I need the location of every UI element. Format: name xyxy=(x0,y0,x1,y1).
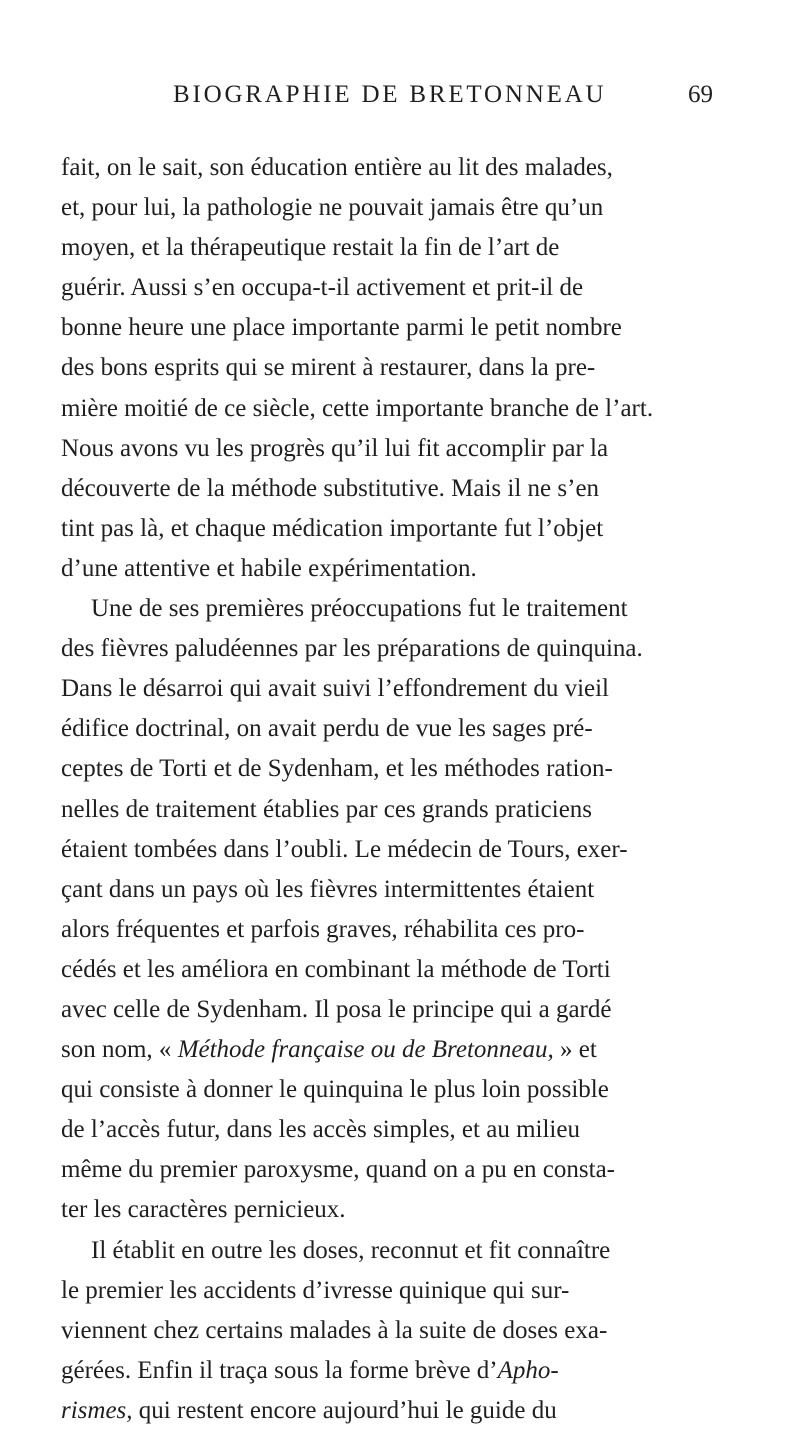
text-line: ceptes de Torti et de Sydenham, et les méthodes ration- xyxy=(61,755,613,783)
paragraph-2 xyxy=(61,589,741,1231)
text-line: avec celle de Sydenham. Il posa le principe qui a gardé xyxy=(61,995,612,1023)
text-line: et, pour lui, la pathologie ne pouvait jamais être qu’un xyxy=(61,194,604,222)
italic-aphorismes-start: Apho- xyxy=(497,1356,559,1384)
line-start: son nom, « xyxy=(61,1036,178,1064)
text-line: des bons esprits qui se mirent à restaurer, dans la pre- xyxy=(61,354,596,382)
text-line-with-italic xyxy=(61,1030,741,1070)
text-line: fait, on le sait, son éducation entière au lit des malades, xyxy=(61,154,613,181)
text-line: Dans le désarroi qui avait suivi l’effondrement du vieil xyxy=(61,675,609,703)
text-line: édifice doctrinal, on avait perdu de vue les sages pré- xyxy=(61,715,593,743)
text-line: guérir. Aussi s’en occupa-t-il activement et prit-il de xyxy=(61,274,584,302)
text-line: des fièvres paludéennes par les préparations de quinquina. xyxy=(61,635,643,663)
text-line: qui consiste à donner le quinquina le plus loin possible xyxy=(61,1076,609,1104)
text-line: mière moitié de ce siècle, cette importante branche de l’art. xyxy=(61,394,654,422)
text-line: moyen, et la thérapeutique restait la fin de l’art de xyxy=(61,234,560,262)
text-line: de l’accès futur, dans les accès simples, et au milieu xyxy=(61,1116,580,1144)
text-line: d’une attentive et habile expérimentation. xyxy=(61,554,477,582)
line-end: qui restent encore aujourd’hui le guide du xyxy=(132,1396,557,1424)
text-line: viennent chez certains malades à la suite de doses exa- xyxy=(61,1316,608,1344)
text-line: même du premier paroxysme, quand on a pu en consta- xyxy=(61,1156,615,1184)
text-line: découverte de la méthode substitutive. Mais il ne s’en xyxy=(61,474,600,502)
text-line-with-italic xyxy=(61,1391,741,1431)
text-line: ter les caractères pernicieux. xyxy=(61,1196,346,1224)
text-line: çant dans un pays où les fièvres intermittentes étaient xyxy=(61,875,595,903)
text-line: nelles de traitement établies par ces grands praticiens xyxy=(61,795,593,823)
text-line: bonne heure une place importante parmi le petit nombre xyxy=(61,314,622,342)
line-end: » et xyxy=(553,1036,597,1064)
paragraph-3 xyxy=(61,1231,741,1431)
italic-method-name: Méthode française ou de Bretonneau, xyxy=(177,1036,554,1064)
italic-aphorismes-end: rismes, xyxy=(61,1396,133,1424)
body-text xyxy=(61,148,741,1431)
text-line: alors fréquentes et parfois graves, réhabilita ces pro- xyxy=(61,915,585,943)
line-start: gérées. Enfin il traça sous la forme brève d’ xyxy=(61,1356,498,1384)
text-line: le premier les accidents d’ivresse quinique qui sur- xyxy=(61,1276,570,1304)
text-line-with-italic xyxy=(61,1351,741,1391)
text-line: tint pas là, et chaque médication importante fut l’objet xyxy=(61,514,604,542)
text-line: Une de ses premières préoccupations fut le traitement xyxy=(91,595,628,623)
paragraph-1 xyxy=(61,148,741,589)
running-header: BIOGRAPHIE DE BRETONNEAU xyxy=(173,81,607,108)
text-line: Nous avons vu les progrès qu’il lui fit accomplir par la xyxy=(61,434,609,462)
page-number: 69 xyxy=(688,81,713,108)
text-line: Il établit en outre les doses, reconnut et fit connaître xyxy=(91,1236,611,1264)
text-line: étaient tombées dans l’oubli. Le médecin de Tours, exer- xyxy=(61,835,628,863)
text-line: cédés et les améliora en combinant la méthode de Torti xyxy=(61,955,611,983)
